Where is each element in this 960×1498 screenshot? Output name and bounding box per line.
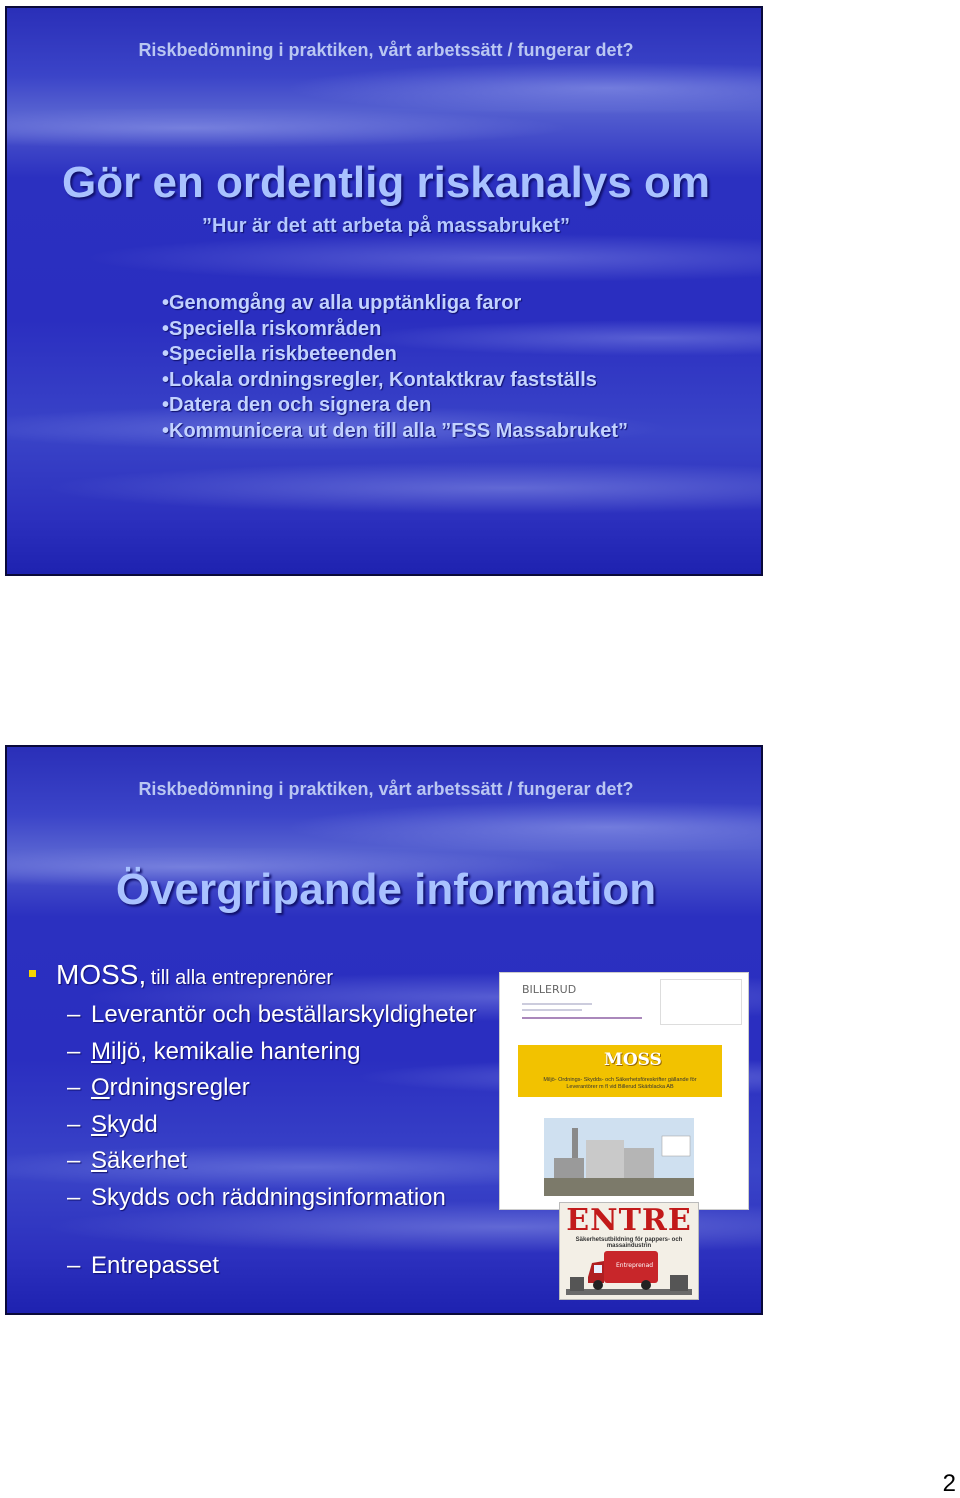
slide-title: Övergripande information	[115, 865, 657, 914]
item-initial: S	[91, 1110, 108, 1138]
slide-subtitle: ”Hur är det att arbeta på massabruket”	[202, 215, 570, 237]
bullet-item: •Kommunicera ut den till alla ”FSS Massabruket”	[162, 419, 629, 442]
slide-1	[5, 6, 763, 576]
document-meta-table	[660, 979, 742, 1025]
moss-cover-description: Miljö- Ordnings- Skydds- och Säkerhetsföreskrifter gällande för Leverantörer m fl vid Billerud Skärblacka AB	[543, 1077, 697, 1090]
sublist-item	[67, 1107, 477, 1144]
bullet-list	[162, 291, 628, 444]
sublist-item	[67, 1180, 477, 1217]
item-text: kydd	[107, 1110, 158, 1138]
moss-label: MOSS,	[56, 959, 147, 990]
billerud-logo: BILLERUD	[522, 983, 577, 996]
item-text: rdningsregler	[109, 1074, 250, 1101]
bullet-item: •Speciella riskbeteenden	[162, 343, 397, 365]
item-text: iljö, kemikalie hantering	[111, 1037, 361, 1065]
page-number: 2	[942, 1470, 956, 1497]
entre-badge-image	[559, 1202, 699, 1300]
item-initial: O	[91, 1074, 110, 1101]
entrepasset-label: Entrepasset	[91, 1252, 220, 1279]
entre-tagline: Säkerhetsutbildning för pappers- och massaindustrin	[575, 1237, 683, 1249]
item-initial: L	[91, 1001, 105, 1028]
entrepasset-item	[67, 1252, 219, 1280]
dash-icon: –	[67, 1001, 81, 1028]
sublist-item	[67, 1070, 477, 1107]
factory-photo-icon	[544, 1118, 694, 1196]
bullet-item: •Lokala ordningsregler, Kontaktkrav fastställs	[162, 368, 597, 391]
dash-icon: –	[67, 1037, 81, 1065]
item-text: äkerhet	[107, 1147, 188, 1174]
truck-label: Entreprenad	[616, 1262, 654, 1269]
moss-bullet-line	[29, 959, 333, 991]
moss-document-image	[499, 972, 749, 1210]
dash-icon: –	[67, 1110, 81, 1138]
bullet-item: •Genomgång av alla upptänkliga faror	[162, 292, 522, 314]
text-line	[522, 1003, 592, 1005]
item-text: everantör och beställarskyldigheter	[104, 1001, 477, 1028]
dash-icon: –	[67, 1252, 81, 1279]
sublist-item	[67, 1034, 477, 1071]
bullet-item: •Speciella riskområden	[162, 317, 382, 340]
entre-wordmark: ENTRE	[566, 1203, 692, 1238]
slide-header: Riskbedömning i praktiken, vårt arbetssätt / fungerar det?	[138, 40, 634, 60]
moss-audience: till alla entreprenörer	[150, 967, 334, 989]
dash-icon: –	[67, 1183, 81, 1211]
moss-sublist	[67, 997, 477, 1216]
slide-header: Riskbedömning i praktiken, vårt arbetssätt / fungerar det?	[138, 779, 634, 799]
text-line	[522, 1017, 642, 1019]
slide-title: Gör en ordentlig riskanalys om	[62, 158, 710, 207]
item-initial: M	[91, 1037, 111, 1065]
item-initial: S	[91, 1147, 108, 1174]
moss-cover-title: MOSS	[604, 1050, 662, 1070]
sublist-item	[67, 997, 477, 1034]
text-line	[522, 1009, 582, 1011]
square-bullet-icon	[29, 970, 36, 977]
moss-cover-box	[518, 1045, 722, 1097]
truck-icon	[566, 1247, 692, 1295]
item-text: kydds och räddningsinformation	[107, 1183, 446, 1211]
sublist-item	[67, 1143, 477, 1180]
dash-icon: –	[67, 1147, 81, 1174]
slide-2	[5, 745, 763, 1315]
bullet-item: •Datera den och signera den	[162, 394, 432, 416]
item-initial: S	[91, 1183, 108, 1211]
dash-icon: –	[67, 1074, 81, 1101]
